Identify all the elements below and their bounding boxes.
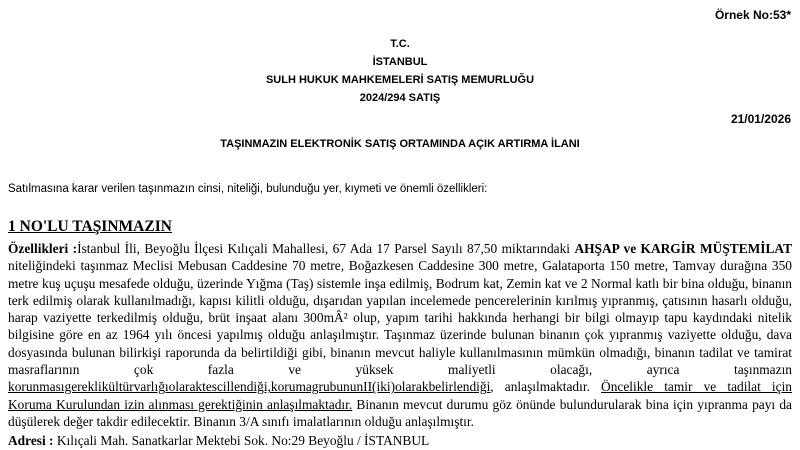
intro-text: Satılmasına karar verilen taşınmazın cinsi, niteliği, bulunduğu yer, kıymeti ve önemli özellikleri: [8,183,488,195]
property-features [8,240,792,430]
features-permission-note: Öncelikle tamir ve tadilat için Koruma Kurulundan izin alınması gerektiğinin anlaşılmaktadır. [8,379,793,412]
address-value: Kılıçali Mah. Sanatkarlar Mektebi Sok. No:29 Beyoğlu / İSTANBUL [53,433,430,448]
header-line-city: İSTANBUL [372,56,428,68]
header-line-case-no: 2024/294 SATIŞ [359,92,441,104]
features-heritage-note: korunmasıgereklikültürvarlığıolaraktescillendiği,korumagrubununII(iki)olarakbelirlendiği [8,379,491,395]
header-line-office: SULH HUKUK MAHKEMELERİ SATIŞ MEMURLUĞU [265,74,535,86]
features-text-1: İstanbul İli, Beyoğlu İlçesi Kılıçali Mahallesi, 67 Ada 17 Parsel Sayılı 87,50 miktarındaki [77,241,575,256]
address-label: Adresi : [8,433,54,448]
features-property-type: AHŞAP ve KARGİR MÜŞTEMİLAT [574,241,793,256]
features-text-3: , anlaşılmaktadır. [490,379,602,395]
sample-number: Örnek No:53* [714,8,791,22]
announcement-title: TAŞINMAZIN ELEKTRONİK SATIŞ ORTAMINDA AÇIK ARTIRMA İLANI [220,138,580,150]
features-label: Özellikleri : [8,241,78,256]
header-line-tc: T.C. [390,38,410,50]
document-header [0,35,800,107]
features-text-4: Binanın mevcut durumu göz önünde bulundurularak bina için yıpranma payı da düşülerek değer takdir edilecektir. Binanın 3/A sınıfı imalatlarının olduğu anlaşılmıştır. [8,396,792,429]
features-text-2: niteliğindeki taşınmaz Meclisi Mebusan Caddesine 70 metre, Boğazkesen Caddesine 300 metre, Galataporta 150 metre, Tamvay durağına 350 metre kuş uçuşu mesafede olduğu, üzerinde Yığma (Taş) sistemle inşa edilmiş, Bodrum kat, Zemin kat ve 2 Normal katlı bir bina olduğu, binanın terk edilmiş olarak kullanılmadığı, kapısı kilitli olduğu, dışarıdan yapılan incelemede pencerelerinin kırılmış yıpranmış, çatısının hasarlı olduğu, harap vaziyette terkedilmiş olduğu, brüt inşaat alanı 300mÂ² olup, yapım tarihi hakkında herhangi bir bilgi olmayıp tapu kaydındaki nitelik bilgisine göre en az 1964 yılı öncesi yapılmış olduğu anlaşılmıştır. Taşınmaz üzerinde bulunan binanın çok yıpranmış vaziyette olduğu, dava dosyasında bulunan bilirkişi raporunda da belirtildiği gibi, binanın mevcut haliyle kullanılmasının mümkün olmadığı, binanın tadilat ve tamirat masraflarının çok fazla ve yüksek maliyetli olacağı, ayrıca taşınmazın [8,258,792,378]
property-address [8,432,429,449]
property-title: 1 NO'LU TAŞINMAZIN [8,218,172,235]
document-date: 21/01/2026 [730,112,791,126]
